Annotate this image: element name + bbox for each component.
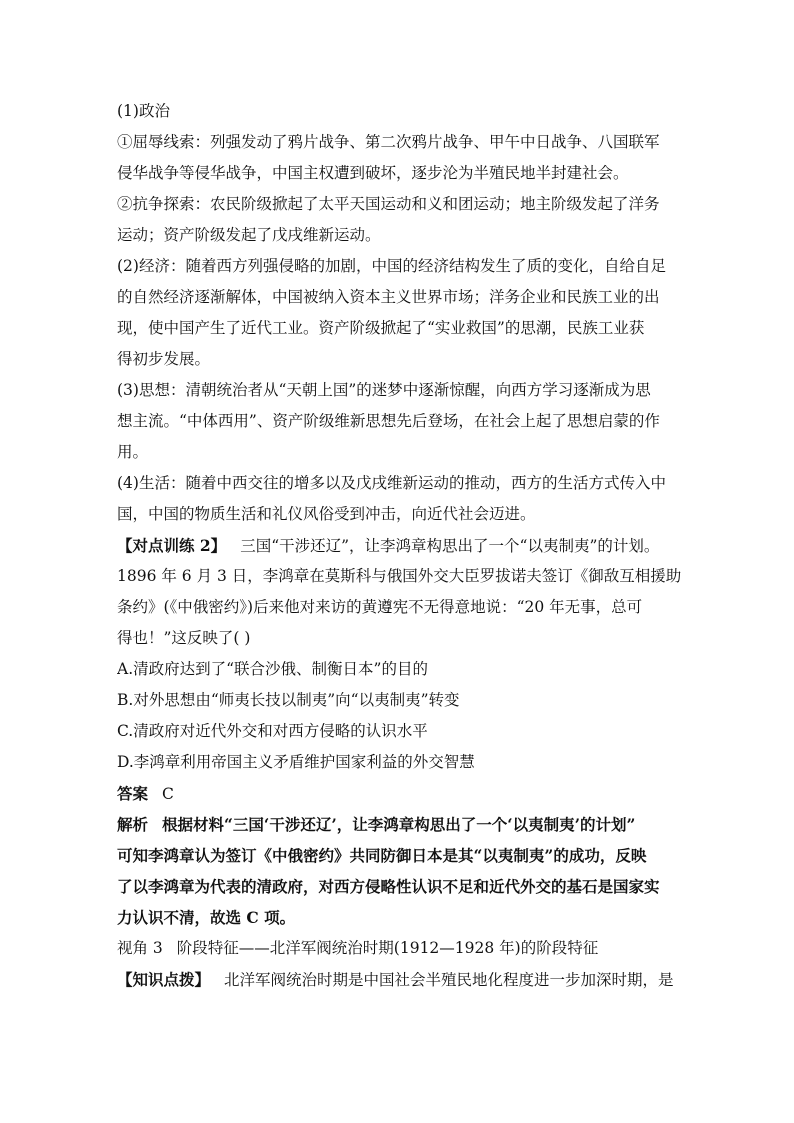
resistance-line-1: ②抗争探索：农民阶级掀起了太平天国运动和义和团运动；地主阶级发起了洋务 <box>117 195 660 213</box>
life-line-2: 国，中国的物质生活和礼仪风俗受到冲击，向近代社会迈进。 <box>117 505 536 523</box>
answer-line <box>117 778 682 809</box>
analysis-line-1 <box>117 809 682 840</box>
exercise-tag: 【对点训练 2】 <box>117 536 227 555</box>
economy-line-2: 的自然经济逐渐解体，中国被纳入资本主义世界市场；洋务企业和民族工业的出 <box>117 288 660 306</box>
analysis-text: 根据材料“三国‘干涉还辽’，让李鸿章构思出了一个‘以夷制夷’的计划” <box>162 815 636 834</box>
exercise-line-3: 条约》(《中俄密约》)后来他对来访的黄遵宪不无得意地说：“20 年无事，总可 <box>117 598 643 616</box>
exercise-line-1 <box>117 530 682 561</box>
option-a: A.清政府达到了“联合沙俄、制衡日本”的目的 <box>117 660 428 678</box>
knowledge-tag: 【知识点拨】 <box>117 970 211 989</box>
humiliation-line-2: 侵华战争等侵华战争，中国主权遭到破坏，逐步沦为半殖民地半封建社会。 <box>117 164 629 182</box>
life-line-1: (4)生活：随着中西交往的增多以及戊戌维新运动的推动，西方的生活方式传入中 <box>117 474 666 492</box>
economy-line-3: 现，使中国产生了近代工业。资产阶级掀起了“实业救国”的思潮，民族工业获 <box>117 319 645 337</box>
analysis-line-4: 力认识不清，故选 C 项。 <box>117 908 296 927</box>
exercise-line-4: 得也！”这反映了( ) <box>117 629 251 647</box>
thought-line-2: 想主流。“中体西用”、资产阶级维新思想先后登场，在社会上起了思想启蒙的作 <box>117 412 660 430</box>
analysis-line-3: 了以李鸿章为代表的清政府，对西方侵略性认识不足和近代外交的基石是国家实 <box>117 877 660 896</box>
thought-line-3: 用。 <box>117 443 149 461</box>
option-d: D.李鸿章利用帝国主义矛盾维护国家利益的外交智慧 <box>117 753 475 771</box>
resistance-line-2: 运动；资产阶级发起了戊戌维新运动。 <box>117 226 381 244</box>
analysis-label: 解析 <box>117 815 149 834</box>
analysis-line-2: 可知李鸿章认为签订《中俄密约》共同防御日本是其“以夷制夷”的成功，反映 <box>117 846 647 865</box>
exercise-text: 三国“干涉还辽”，让李鸿章构思出了一个“以夷制夷”的计划。 <box>240 537 660 555</box>
thought-line-1: (3)思想：清朝统治者从“天朝上国”的迷梦中逐渐惊醒，向西方学习逐渐成为思 <box>117 381 651 399</box>
answer-label: 答案 <box>117 784 149 803</box>
knowledge-text: 北洋军阀统治时期是中国社会半殖民地化程度进一步加深时期，是 <box>224 971 674 989</box>
document-page <box>117 96 682 995</box>
option-c: C.清政府对近代外交和对西方侵略的认识水平 <box>117 722 428 740</box>
politics-heading: (1)政治 <box>117 102 170 120</box>
knowledge-line <box>117 964 682 995</box>
perspective-label: 视角 3 <box>117 939 163 957</box>
exercise-line-2: 1896 年 6 月 3 日，李鸿章在莫斯科与俄国外交大臣罗拔诺夫签订《御敌互相援助 <box>117 567 682 585</box>
economy-line-1: (2)经济：随着西方列强侵略的加剧，中国的经济结构发生了质的变化，自给自足 <box>117 257 666 275</box>
answer-value: C <box>162 785 174 803</box>
economy-line-4: 得初步发展。 <box>117 350 211 368</box>
humiliation-line-1: ①屈辱线索：列强发动了鸦片战争、第二次鸦片战争、甲午中日战争、八国联军 <box>117 133 660 151</box>
perspective-heading <box>117 933 682 964</box>
option-b: B.对外思想由“师夷长技以制夷”向“以夷制夷”转变 <box>117 691 460 709</box>
perspective-title: 阶段特征——北洋军阀统治时期(1912—1928 年)的阶段特征 <box>176 939 599 957</box>
